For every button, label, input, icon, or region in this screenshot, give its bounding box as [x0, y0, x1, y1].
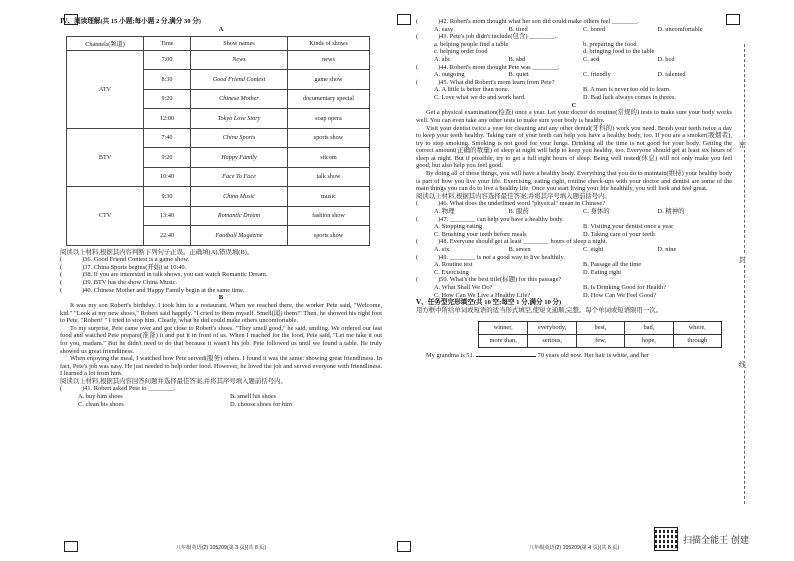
seal-line [744, 44, 745, 504]
section5-title: Ⅴ、任务型完形填空(共 10 空;每空 1 分,满分 10 分) [416, 299, 562, 307]
kind-cell: fashion show [288, 206, 370, 226]
q-text: Robert's mom thought what her son did could make others feel ________. [449, 18, 640, 25]
option: B. 服药 [508, 208, 529, 216]
option: B. Visiting your dentist once a year [583, 223, 674, 231]
q-number: )48. [438, 238, 449, 246]
option: C. friendly [583, 71, 611, 79]
question-46: ( )46. What does the underlined word "physical" mean in Chinese? [416, 200, 606, 208]
option: B. abd [508, 55, 526, 63]
options-46 [416, 208, 732, 216]
option: A. What Shall We Do? [434, 283, 493, 291]
sub-item: b. preparing the food [583, 40, 637, 48]
instruction-a: 阅读以上材料,根据其内容判断下列句子正误。正确填(A),错误填(B)。 [60, 248, 254, 256]
time-cell: 13:40 [144, 206, 191, 226]
option: A. 物理 [434, 208, 455, 216]
part-a-label: A [218, 25, 224, 33]
q-number: )47. [438, 215, 449, 223]
q-text: If you are interested in talk shows, you can watch Romantic Dream. [93, 271, 268, 279]
table-row [67, 50, 370, 70]
question-49: ( )49. ________ is not a good way to live healthily. [416, 253, 565, 261]
header-cell: Time [144, 36, 191, 50]
time-cell: 7:40 [144, 128, 191, 148]
section5-instruction: 用方框中所给单词或短语的适当形式填空,使短文通顺,完整。每个单词或短语限用一次。 [416, 306, 663, 314]
left-page [60, 18, 382, 551]
option: A. abc [434, 55, 451, 63]
show-cell: Football Magazine [191, 226, 288, 246]
question-37: ( )37. China Sports begins(开始) at 10:40. [60, 263, 187, 271]
options-47 [416, 223, 732, 238]
options-50 [416, 284, 732, 299]
part-b-label: B [218, 294, 224, 302]
q-number: )38. [82, 271, 93, 279]
passage-c-paragraph: Get a physical examination(检查) once a year. Let your doctor do routine(常规的) tests to make sure your body works well. You can even take any other tests to make sure your body is healthy. [416, 109, 732, 124]
option: A. Routine test [434, 261, 473, 269]
passage-b-paragraph: To my surprise, Pete came over and got close to Robert's shoes. "They smell good," he said, smiling. We ordered our fast food and watched Pete prepare(准备) it and put it in front of us. When I reached for the food, Pete said, "Let me take it out for you, madam." But he didn't need to do that because it wasn't his job. Pete followed us until we found a table. He truly showed us great friendliness. [60, 324, 382, 355]
option: B. A man is never too old to learn. [583, 86, 671, 94]
option: C. eight [583, 246, 604, 254]
q-text: What does the underlined word "physical" mean in Chinese? [449, 200, 606, 208]
seal-char: 密 [739, 141, 746, 149]
channel-cell: ATV [67, 50, 144, 128]
sub-item: d. bringing food to the table [583, 48, 655, 56]
option: D. nine [657, 246, 677, 254]
seal-char: 封 [739, 256, 746, 264]
word: more than, [489, 337, 517, 345]
show-cell: Romantic Dream [191, 206, 288, 226]
option: A. buy him shoes [78, 393, 123, 401]
time-cell: 8:30 [144, 70, 191, 90]
option: C. Brushing your teeth before meals [434, 230, 527, 238]
instruction-c: 阅读以上材料,根据其内容选择最佳答案,并将其序号填入题前括号内。 [416, 192, 611, 200]
question-47: ( )47. ________ can help you have a healthy body. [416, 215, 564, 223]
q-text: Chinese Mother and Happy Family begin at the same time. [93, 286, 245, 294]
q-text: BTV has the show China Music. [93, 278, 178, 286]
header-cell: Kinds of shows [288, 36, 370, 50]
cloze-line [416, 352, 732, 360]
show-cell: Chinese Mother [191, 89, 288, 109]
option: B. seven [508, 246, 531, 254]
channel-cell: BTV [67, 128, 144, 187]
corner-mark [397, 14, 411, 25]
word-box [478, 321, 722, 348]
word-box-row [479, 322, 721, 334]
options-43 [416, 56, 732, 64]
time-cell: 22:40 [144, 226, 191, 246]
q-text: Robert's mom thought Pete was ________. [449, 63, 560, 71]
q-number: )45. [438, 78, 449, 86]
option: B. tired [508, 25, 528, 33]
tv-schedule-table [66, 36, 370, 246]
option: D. 精神的 [657, 208, 685, 216]
option: A. outgoing [434, 71, 465, 79]
scanner-watermark: 扫描全能王 创建 [683, 536, 749, 546]
q-number: )42. [438, 18, 449, 25]
q-number: )41. [82, 385, 93, 393]
option: D. talented [657, 71, 686, 79]
time-cell: 9:20 [144, 89, 191, 109]
sub-item: a. helping people find a table [434, 40, 509, 48]
word-box-row [479, 334, 721, 347]
option: C. 身体的 [583, 208, 610, 216]
seal-char: 线 [739, 361, 746, 369]
question-44: ( )44. Robert's mom thought Pete was ________. [416, 63, 560, 71]
show-cell: Happy Family [191, 148, 288, 168]
option: B. Passage all the time [583, 261, 642, 269]
page-footer: 八年级英语(2) 105209(第 4 页)(共 8 页) [528, 545, 620, 551]
word: best, [576, 322, 624, 334]
passage-b-paragraph: It was my son Robert's birthday. I took him to a restaurant. When we reached there, the worker Pete said, "Welcome, kid." "Look at my new shoes," Robert said happily. "I cried to them myself. Smell(闻) them!" Then, he showed his right foot to Pete. "Robert! " I tried to stop him. Clearly, what he did could make others uncomfortable. [60, 301, 382, 325]
kind-cell: sports show [288, 128, 370, 148]
option: C. clean his shoes [78, 400, 124, 408]
passage-c-paragraph: Visit your dentist twice a year for cleaning and any other dental(牙科的) work you need. Brush your teeth twice a day to keep your teeth healthy. Taking care of your teeth can help you have a healthy body, too. If you are a smoker(吸烟者), try to stop smoking. Smoking is not good for your lungs. Drinking all the time is not good for your body. Getting the correct amount(正确的数量) of sleep at night will help to keep you healthy, too. Everyone should get at least six hours of sleep at night. But if possible, try to get a full eight hours of sleep. Being well rested(休息) will not only make you feel good, but also help you feel good. [416, 124, 732, 170]
option: C. bored [583, 25, 606, 33]
kind-cell: soap opera [288, 109, 370, 129]
channel-cell: CTV [67, 187, 144, 246]
kind-cell: talk show [288, 167, 370, 187]
section-title: Ⅳ、阅读理解(共 15 小题;每小题 2 分,满分 30 分) [60, 18, 201, 25]
q-text: What did Robert's mom learn from Pete? [449, 78, 555, 86]
options-41 [60, 393, 382, 408]
q-number: )39. [82, 278, 93, 286]
q-number: )40. [82, 286, 93, 294]
word: hope, [624, 335, 672, 347]
sub-item: c. helping order food [434, 48, 488, 56]
option: A. easy [434, 25, 454, 33]
options-45 [416, 86, 732, 101]
q-text: Pete's job didn't include(包含) ________. [449, 33, 557, 41]
kind-cell: news [288, 50, 370, 70]
corner-mark [397, 541, 411, 552]
kind-cell: sports show [288, 226, 370, 246]
q-text: China Sports begins(开始) at 10:40. [93, 263, 187, 271]
time-cell: 12:00 [144, 109, 191, 129]
options-44 [416, 71, 732, 79]
options-48 [416, 246, 732, 254]
option: C. acd [583, 55, 600, 63]
q-number: )43. [438, 33, 449, 41]
part-c-label: C [571, 101, 577, 109]
q-text: Good Friend Contest is a game show. [93, 256, 190, 264]
option: D. Bad luck always comes in threes. [583, 93, 676, 101]
time-cell: 9:20 [144, 148, 191, 168]
passage-c-paragraph: By doing all of these things, you will have a healthy body. Everything that you do to maintain(维持) your healthy body is part of how you live your life. Exercising, eating right, routine check-ups with your doctor and dentist are some of the main things you can do to live a healthy life. Once you start living your life healthily, you will look and feel great. [416, 170, 732, 193]
table-row [67, 187, 370, 207]
show-cell: Face To Face [191, 167, 288, 187]
question-40: ( )40. Chinese Mother and Happy Family begin at the same time. [60, 286, 245, 294]
word: bad, [624, 322, 672, 334]
show-cell: Good Friend Contest [191, 70, 288, 90]
question-50: ( )50. What's the best title(标题) for this passage? [416, 276, 562, 284]
cloze-blank[interactable] [476, 356, 536, 357]
option: B. Is Drinking Good for Health? [583, 283, 667, 291]
question-36: ( )36. Good Friend Contest is a game show. [60, 256, 190, 264]
word: where, [673, 322, 721, 334]
word: everybody, [527, 322, 575, 334]
kind-cell: game show [288, 70, 370, 90]
word: through [673, 335, 721, 347]
time-cell: 9:30 [144, 187, 191, 207]
show-cell: Tokyo Love Story [191, 109, 288, 129]
q-number: )37. [82, 263, 93, 271]
cloze-text: 70 years old now. Her hair is white, and her [537, 351, 650, 359]
option: C. How Can We Live a Healthy Life? [434, 291, 531, 299]
word: winner, [493, 324, 513, 332]
header-cell: Show names [191, 36, 288, 50]
q-text: What's the best title(标题) for this passage? [449, 276, 562, 284]
question-39: ( )39. BTV has the show China Music. [60, 278, 178, 286]
header-cell: Channels(频道) [67, 36, 144, 50]
option: D. bcd [657, 55, 675, 63]
kind-cell: sitcom [288, 148, 370, 168]
show-cell: News [191, 50, 288, 70]
time-cell: 10:40 [144, 167, 191, 187]
option: C. Exercising [434, 268, 469, 276]
q-number: )50. [438, 276, 449, 284]
option: A. Stopping eating [434, 223, 483, 231]
question-43: ( )43. Pete's job didn't include(包含) ________. [416, 33, 557, 41]
option: B. quiet [508, 71, 529, 79]
show-cell: China Sports [191, 128, 288, 148]
question-41: ( )41. Robert asked Pete to ________. [60, 385, 176, 393]
table-header-row [67, 36, 370, 50]
show-cell: China Music [191, 187, 288, 207]
option: D. uncomfortable [657, 25, 703, 33]
question-38: ( )38. If you are interested in talk shows, you can watch Romantic Dream. [60, 271, 268, 279]
q-text: ________ can help you have a healthy body. [449, 215, 564, 223]
kind-cell: documentary special [288, 89, 370, 109]
q-number: )44. [438, 63, 449, 71]
option: D. Taking care of your teeth [583, 230, 655, 238]
q-number: )49. [438, 253, 449, 261]
time-cell: 7:00 [144, 50, 191, 70]
option: D. choose shoes for him [230, 400, 292, 408]
word: few, [576, 335, 624, 347]
q-number: )36. [82, 256, 93, 264]
kind-cell: music [288, 187, 370, 207]
table-row [67, 128, 370, 148]
option: D. Eating right [583, 268, 622, 276]
options-49 [416, 261, 732, 276]
q-number: )46. [438, 200, 449, 208]
right-page [416, 18, 732, 551]
q-text: Everyone should get at least ________ hours of sleep a night. [449, 238, 608, 246]
option: C. Love what we do and work hard. [434, 93, 526, 101]
option: A. A little is better than none. [434, 86, 510, 94]
instruction-b: 阅读以上材料,根据其内容回答问题并选择最佳答案,并将其序号填入题前括号内。 [60, 377, 287, 385]
question-42: ( )42. Robert's mom thought what her son did could make others feel ________. [416, 18, 640, 25]
page-footer: 八年级英语(2) 105209(第 3 页)(共 8 页) [175, 545, 267, 551]
qr-code-icon [655, 528, 677, 550]
option: D. How Can We Feel Good? [583, 291, 657, 299]
word: serious, [527, 335, 575, 347]
question-48: ( )48. Everyone should get at least ________ hours of sleep a night. [416, 238, 608, 246]
passage-b-paragraph: When enjoying the meal, I watched how Pete served(服务) others. I found it was the same: showing great friendliness. In fact, Pete's job was easy. He just needed to help order food. However, he loved the job and served everyone with friendliness. I learned a lot from him. [60, 355, 382, 378]
question-45: ( )45. What did Robert's mom learn from Pete? [416, 78, 555, 86]
q-text: ________ is not a good way to live healthily. [449, 253, 565, 261]
option: B. smell his shoes [230, 393, 277, 401]
cloze-text: My grandma is 51. [426, 351, 475, 359]
q-text: Robert asked Pete to ________. [93, 385, 176, 393]
sub-items-43 [416, 41, 732, 56]
option: A. six [434, 246, 450, 254]
